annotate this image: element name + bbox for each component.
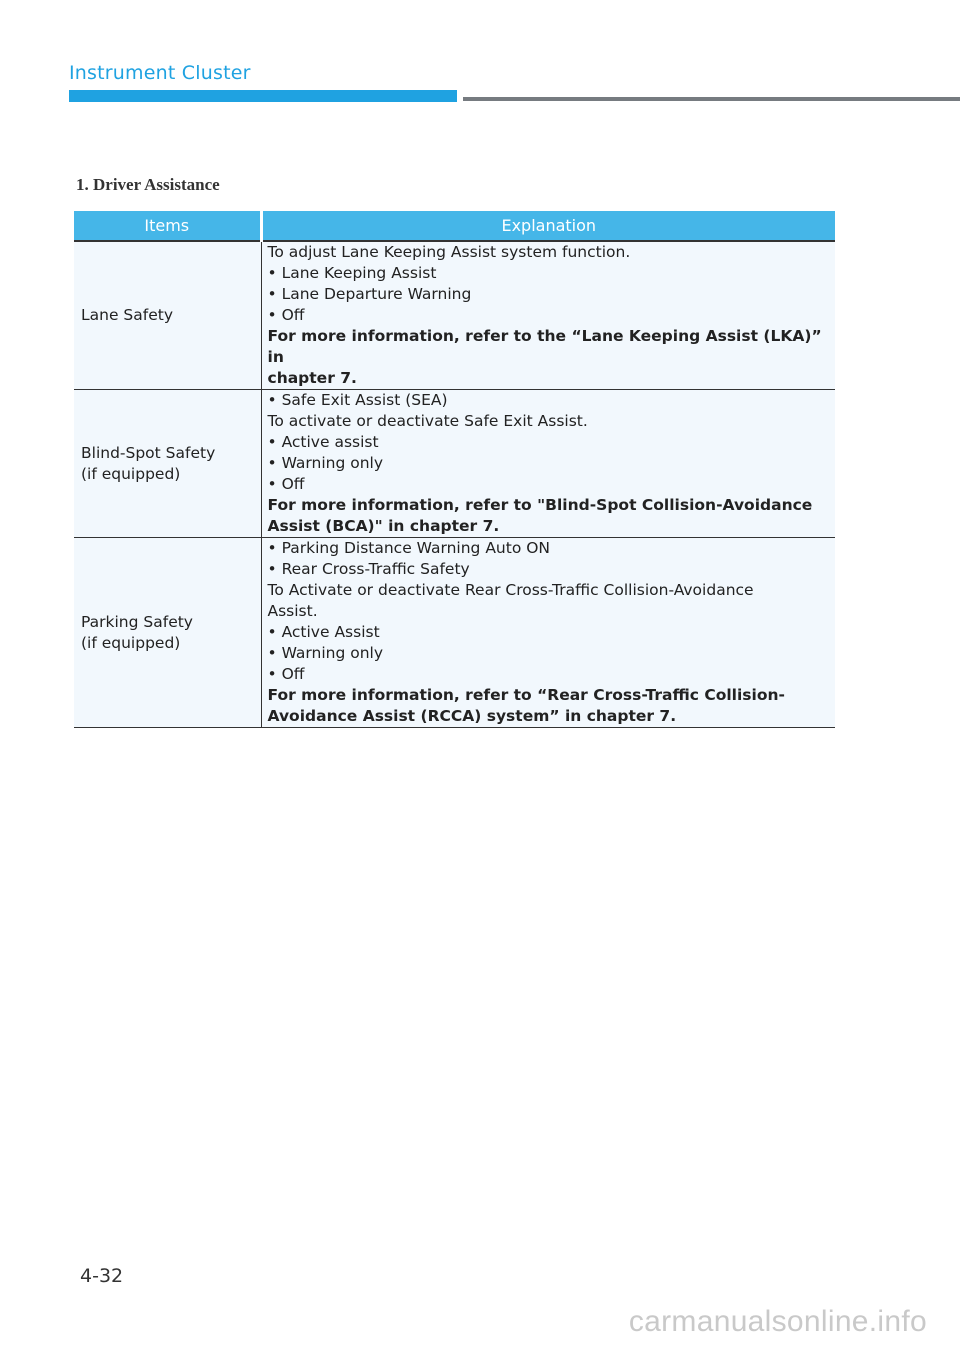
explanation-line: • Off — [267, 475, 305, 493]
explanation-line: • Active assist — [267, 433, 379, 451]
item-name: Blind-Spot Safety — [81, 443, 216, 462]
explanation-line: • Warning only — [267, 644, 384, 662]
item-note: (if equipped) — [81, 633, 181, 652]
explanation-line: • Off — [267, 306, 305, 324]
header-rule-accent — [69, 90, 457, 102]
table-row — [74, 390, 835, 538]
watermark: carmanualsonline.info — [628, 1305, 927, 1338]
explanation-line: • Warning only — [267, 454, 384, 472]
item-cell — [74, 538, 261, 728]
table-row — [74, 241, 835, 390]
item-cell — [74, 241, 261, 390]
explanation-reference: For more information, refer to "Blind-Spot Collision-Avoidance — [267, 496, 813, 514]
driver-assistance-table — [74, 211, 835, 728]
explanation-reference: Avoidance Assist (RCCA) system” in chapter 7. — [267, 707, 677, 725]
explanation-line: • Lane Keeping Assist — [267, 264, 437, 282]
item-name: Lane Safety — [81, 306, 174, 324]
explanation-line: To Activate or deactivate Rear Cross-Traffic Collision-Avoidance — [267, 581, 754, 599]
column-header-explanation: Explanation — [261, 211, 835, 241]
explanation-line: • Rear Cross-Traffic Safety — [267, 560, 470, 578]
explanation-reference: Assist (BCA)" in chapter 7. — [267, 517, 500, 535]
explanation-reference: chapter 7. — [267, 369, 357, 387]
item-cell — [74, 390, 261, 538]
explanation-line: • Off — [267, 665, 305, 683]
explanation-line: • Safe Exit Assist (SEA) — [267, 391, 448, 409]
table-row — [74, 538, 835, 728]
page-number: 4-32 — [80, 1265, 124, 1287]
item-note: (if equipped) — [81, 464, 181, 483]
explanation-line: Assist. — [267, 602, 318, 620]
explanation-cell — [261, 390, 835, 538]
header-rule — [463, 97, 960, 101]
explanation-reference: For more information, refer to the “Lane Keeping Assist (LKA)” in — [267, 327, 822, 366]
subsection-title: 1. Driver Assistance — [76, 175, 220, 194]
column-header-items: Items — [74, 211, 261, 241]
explanation-line: • Active Assist — [267, 623, 380, 641]
explanation-reference: For more information, refer to “Rear Cross-Traffic Collision- — [267, 686, 785, 704]
explanation-cell — [261, 241, 835, 390]
explanation-line: • Parking Distance Warning Auto ON — [267, 539, 551, 557]
explanation-line: To adjust Lane Keeping Assist system function. — [267, 243, 631, 261]
explanation-cell — [261, 538, 835, 728]
explanation-line: To activate or deactivate Safe Exit Assist. — [267, 412, 588, 430]
table-header-row — [74, 211, 835, 241]
item-name: Parking Safety — [81, 612, 193, 631]
section-title: Instrument Cluster — [69, 62, 251, 84]
explanation-line: • Lane Departure Warning — [267, 285, 472, 303]
